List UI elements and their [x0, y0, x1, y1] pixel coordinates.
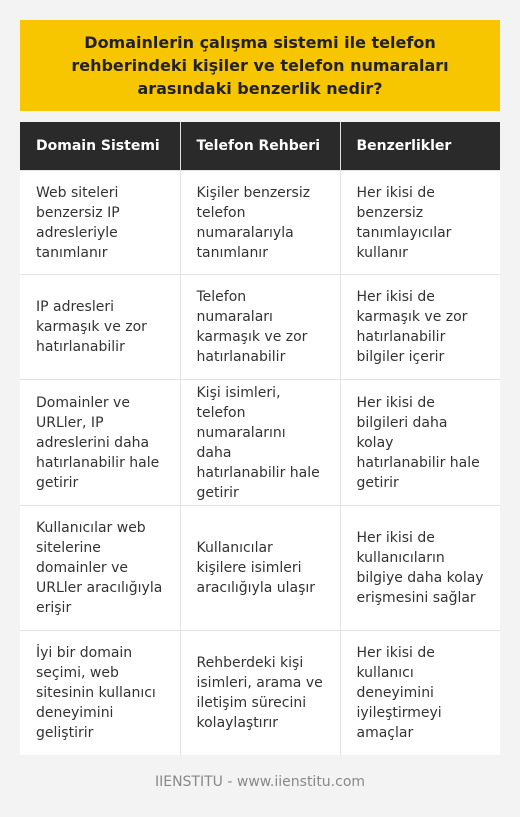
table-cell: Kişi isimleri, telefon numaralarını daha hatırlanabilir hale getirir — [180, 380, 340, 506]
table-cell: Her ikisi de bilgileri daha kolay hatırlanabilir hale getirir — [340, 380, 500, 506]
table-cell: Telefon numaraları karmaşık ve zor hatırlanabilir — [180, 275, 340, 380]
table-cell: IP adresleri karmaşık ve zor hatırlanabilir — [20, 275, 180, 380]
table-cell: İyi bir domain seçimi, web sitesinin kullanıcı deneyimini geliştirir — [20, 631, 180, 756]
table-cell: Her ikisi de benzersiz tanımlayıcılar kullanır — [340, 171, 500, 275]
table-row — [20, 171, 500, 275]
table-cell: Web siteleri benzersiz IP adresleriyle tanımlanır — [20, 171, 180, 275]
title-banner — [20, 20, 500, 111]
footer-credit: IIENSTITU - www.iienstitu.com — [154, 774, 366, 790]
table-cell: Rehberdeki kişi isimleri, arama ve iletişim sürecini kolaylaştırır — [180, 631, 340, 756]
table-cell: Kullanıcılar kişilere isimleri aracılığıyla ulaşır — [180, 506, 340, 631]
table-cell: Her ikisi de karmaşık ve zor hatırlanabilir bilgiler içerir — [340, 275, 500, 380]
table-row — [20, 631, 500, 756]
column-header-phone-book: Telefon Rehberi — [180, 122, 340, 171]
table-cell: Kullanıcılar web sitelerine domainler ve URLler aracılığıyla erişir — [20, 506, 180, 631]
table-cell: Her ikisi de kullanıcı deneyimini iyileştirmeyi amaçlar — [340, 631, 500, 756]
table-cell: Domainler ve URLler, IP adreslerini daha hatırlanabilir hale getirir — [20, 380, 180, 506]
table-cell: Her ikisi de kullanıcıların bilgiye daha kolay erişmesini sağlar — [340, 506, 500, 631]
table-row — [20, 506, 500, 631]
table-row — [20, 380, 500, 506]
page-title: Domainlerin çalışma sistemi ile telefon rehberindeki kişiler ve telefon numaraları arasındaki benzerlik nedir? — [71, 33, 449, 98]
table-header-row — [20, 122, 500, 171]
comparison-table — [20, 122, 500, 755]
table-row — [20, 275, 500, 380]
table-cell: Kişiler benzersiz telefon numaralarıyla tanımlanır — [180, 171, 340, 275]
column-header-similarities: Benzerlikler — [340, 122, 500, 171]
column-header-domain-system: Domain Sistemi — [20, 122, 180, 171]
